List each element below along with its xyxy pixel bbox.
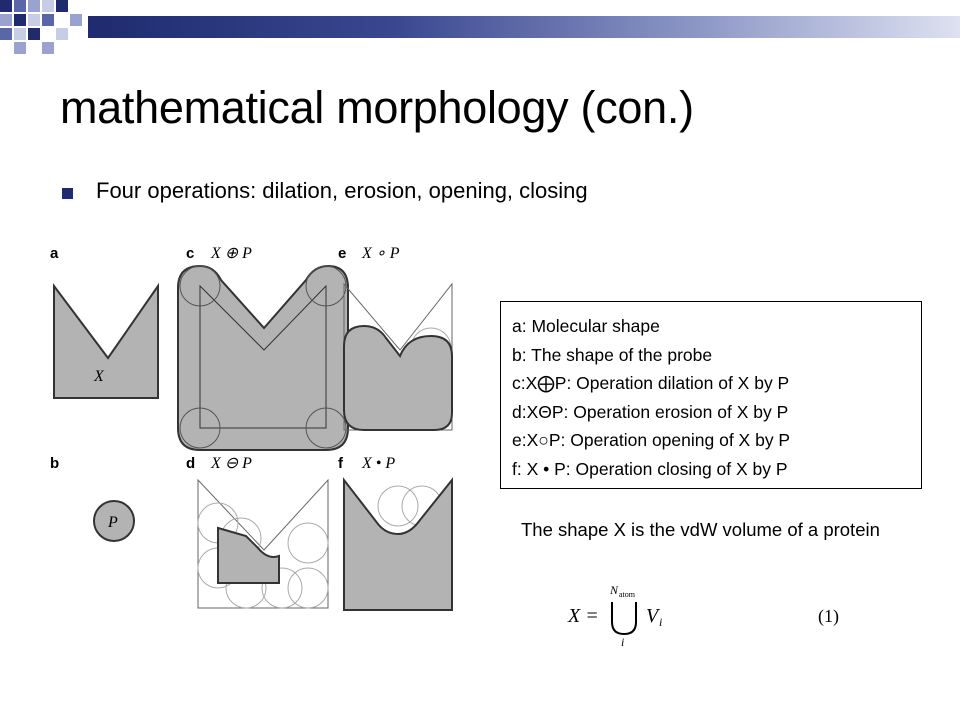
panel-c-letter: c bbox=[186, 245, 195, 262]
panel-f-letter: f bbox=[338, 455, 343, 472]
equation-term: V bbox=[646, 605, 659, 627]
panel-b-letter: b bbox=[50, 455, 60, 472]
panel-e-label: X ∘ P bbox=[362, 245, 400, 262]
equation-upper: N bbox=[610, 583, 619, 597]
panel-f-closed-shape bbox=[344, 480, 452, 610]
union-symbol bbox=[612, 602, 636, 634]
legend-line-e: e:X○P: Operation opening of X by P bbox=[512, 430, 791, 450]
equation-term-sub: i bbox=[659, 615, 663, 629]
panel-d-label: X ⊖ P bbox=[211, 455, 252, 472]
panel-a-letter: a bbox=[50, 245, 59, 262]
panel-f-label: X • P bbox=[362, 455, 396, 472]
panel-a-shape bbox=[54, 286, 158, 398]
header-bar bbox=[88, 16, 960, 38]
equation-lower: i bbox=[621, 635, 625, 649]
slide-title: mathematical morphology (con.) bbox=[60, 82, 694, 133]
equation-lhs: X = bbox=[568, 605, 599, 627]
legend-line-b: b: The shape of the probe bbox=[512, 344, 713, 365]
panel-c-label: X ⊕ P bbox=[211, 245, 252, 262]
equation-number: (1) bbox=[818, 606, 839, 626]
legend-line-c: c:X⨁P: Operation dilation of X by P bbox=[512, 373, 790, 393]
bullet-text: Four operations: dilation, erosion, opening, closing bbox=[96, 178, 588, 203]
panel-b-shape-label: P bbox=[108, 514, 118, 531]
corner-decoration bbox=[0, 0, 90, 60]
bullet-marker bbox=[62, 188, 73, 199]
morphology-figure bbox=[46, 238, 466, 638]
panel-c-dilated-shape bbox=[178, 266, 348, 450]
panel-e-letter: e bbox=[338, 245, 347, 262]
panel-d-letter: d bbox=[186, 455, 196, 472]
equation-upper-sub: atom bbox=[619, 590, 635, 599]
panel-e-opened-shape bbox=[344, 326, 452, 430]
legend-line-a: a: Molecular shape bbox=[512, 316, 660, 336]
legend-line-d: d:XΘP: Operation erosion of X by P bbox=[512, 401, 789, 422]
legend-box bbox=[500, 301, 922, 489]
note-text: The shape X is the vdW volume of a protein bbox=[521, 519, 880, 540]
panel-d-eroded-shape bbox=[218, 528, 279, 583]
legend-line-f: f: X • P: Operation closing of X by P bbox=[512, 458, 788, 479]
panel-a-shape-label: X bbox=[94, 368, 104, 385]
union-equation bbox=[560, 580, 860, 650]
